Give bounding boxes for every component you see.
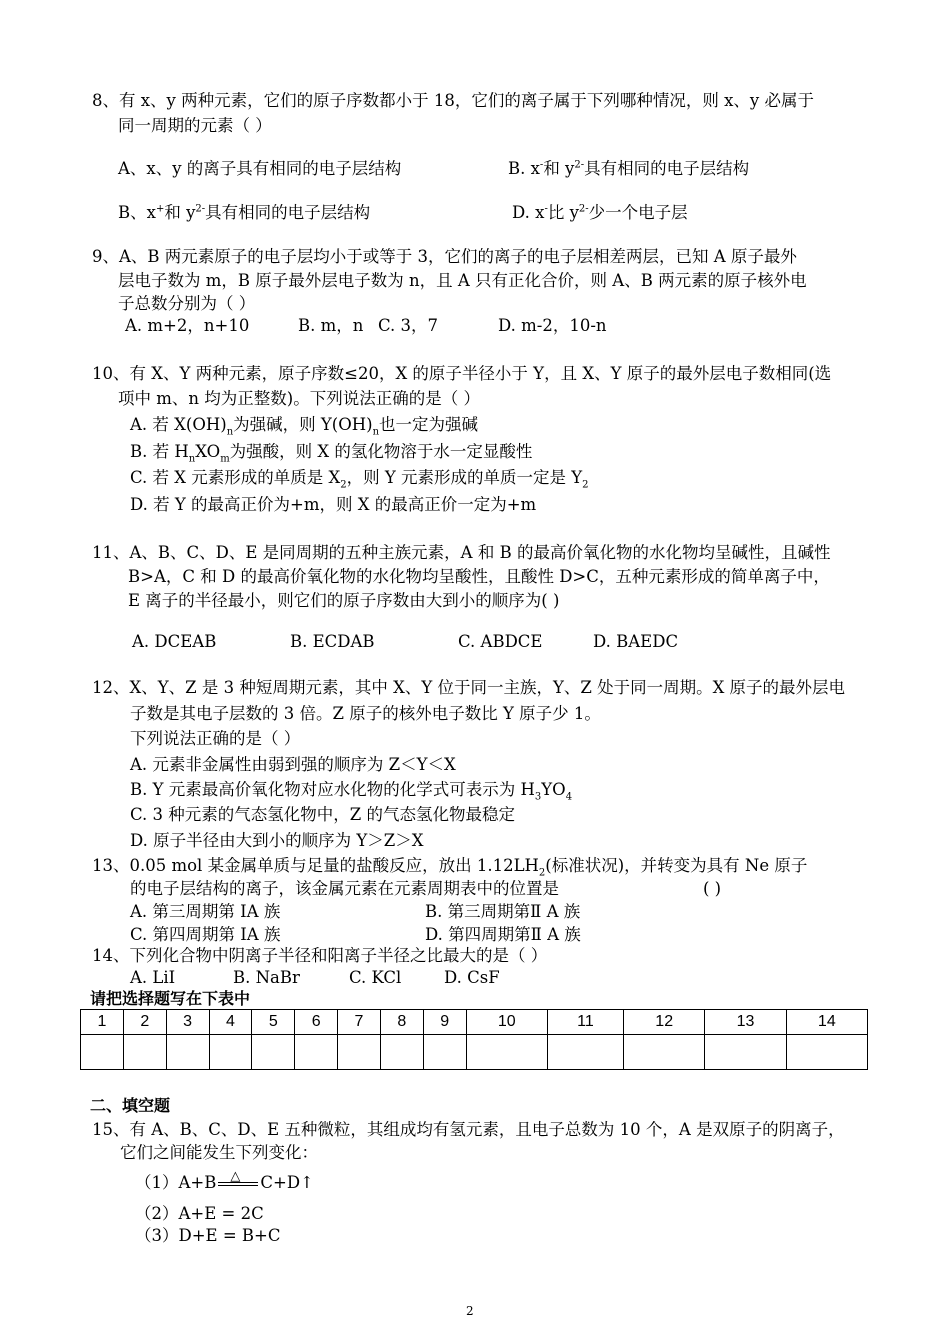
q8-stem-line2: 同一周期的元素（ ） (118, 116, 272, 135)
answer-table-title: 请把选择题写在下表中 (90, 989, 251, 1008)
q8-option-c: B、x+和 $y^{2-}$具有相同的电子层结构 (118, 203, 371, 222)
answer-cell[interactable] (338, 1035, 381, 1070)
q9-option-c: C. 3，7 (378, 316, 439, 335)
q9-stem-line1: 9、A、B 两元素原子的电子层均小于或等于 3，它们的离子的电子层相差两层，已知 A 原子最外 (92, 247, 797, 266)
answer-cell[interactable] (786, 1035, 867, 1070)
q15-stem-line1: 15、有 A、B、C、D、E 五种微粒，其组成均有氢元素，且电子总数为 10 个，A 是双原子的阴离子， (92, 1120, 845, 1139)
answer-cell[interactable] (705, 1035, 786, 1070)
q11-option-b: B. ECDAB (290, 632, 375, 651)
answer-cell[interactable] (624, 1035, 705, 1070)
q12-option-d: D. 原子半径由大到小的顺序为 Y＞Z＞X (130, 831, 424, 850)
q12-stem-line3: 下列说法正确的是（ ） (130, 729, 301, 748)
q9-option-d: D. m-2，10-n (498, 316, 607, 335)
q14-option-d: D. CsF (444, 968, 500, 987)
q14-option-c: C. KCl (349, 968, 402, 987)
q12-option-c: C. 3 种元素的气态氢化物中，Z 的气态氢化物最稳定 (130, 805, 515, 824)
q12-stem-line1: 12、X、Y、Z 是 3 种短周期元素，其中 X、Y 位于同一主族，Y、Z 处于同一周期。X 原子的最外层电 (92, 678, 846, 697)
q12-stem-line2: 子数是其电子层数的 3 倍。Z 原子的核外电子数比 Y 原子少 1。 (130, 704, 601, 723)
answer-header-cell: 5 (252, 1010, 295, 1035)
answer-header-cell: 4 (209, 1010, 252, 1035)
q8-option-a: A、x、y 的离子具有相同的电子层结构 (118, 159, 402, 178)
answer-table-header-row (81, 1010, 868, 1035)
answer-header-cell: 8 (380, 1010, 423, 1035)
q11-stem-line2: B>A，C 和 D 的最高价氧化物的水化物均呈酸性，且酸性 D>C，五种元素形成的简单离子中， (128, 567, 830, 586)
q8-stem-line1: 8、有 x、y 两种元素，它们的原子序数都小于 18，它们的离子属于下列哪种情况，则 x、y 必属于 (92, 91, 814, 110)
q12-option-b: B. Y 元素最高价氧化物对应水化物的化学式可表示为 $H_3YO_4$ (130, 780, 573, 803)
q8-option-b: B. x-和 $y^{2-}$具有相同的电子层结构 (508, 159, 750, 178)
q9-stem-line3: 子总数分别为（ ） (118, 294, 256, 313)
q15-equation-1: （1）A+B △ C+D↑ (135, 1169, 314, 1192)
q9-option-a: A. m+2，n+10 (125, 316, 250, 335)
q10-stem-line2: 项中 m、n 均为正整数)。下列说法正确的是（ ） (118, 389, 480, 408)
q13-option-b: B. 第三周期第Ⅱ A 族 (425, 902, 581, 921)
answer-header-cell: 9 (423, 1010, 466, 1035)
q9-stem-line2: 层电子数为 m，B 原子最外层电子数为 n，且 A 只有正化合价，则 A、B 两元素的原子核外电 (118, 271, 807, 290)
answer-header-cell: 2 (123, 1010, 166, 1035)
q12-option-a: A. 元素非金属性由弱到强的顺序为 Z＜Y＜X (130, 755, 456, 774)
answer-header-cell: 13 (705, 1010, 786, 1035)
q8-option-d: D. x-比 $y^{2-}$少一个电子层 (512, 203, 688, 222)
answer-table (80, 1009, 868, 1070)
q10-option-d: D. 若 Y 的最高正价为+m，则 X 的最高正价一定为+m (130, 495, 537, 514)
answer-cell[interactable] (81, 1035, 124, 1070)
answer-cell[interactable] (166, 1035, 209, 1070)
answer-cell[interactable] (209, 1035, 252, 1070)
q15-equation-2: （2）A+E = 2C (135, 1204, 264, 1223)
q10-option-c: C. 若 X 元素形成的单质是 $X_2$，则 Y 元素形成的单质一定是 $Y_2$ (130, 468, 589, 491)
answer-cell[interactable] (547, 1035, 623, 1070)
answer-cell[interactable] (423, 1035, 466, 1070)
answer-header-cell: 10 (466, 1010, 547, 1035)
heat-reaction-sign: △ (216, 1172, 260, 1194)
q15-stem-line2: 它们之间能发生下列变化： (120, 1143, 318, 1162)
answer-cell[interactable] (295, 1035, 338, 1070)
q13-stem-line2: 的电子层结构的离子，该金属元素在元素周期表中的位置是 (130, 879, 559, 898)
answer-cell[interactable] (123, 1035, 166, 1070)
q14-option-b: B. NaBr (233, 968, 300, 987)
q13-option-d: D. 第四周期第Ⅱ A 族 (425, 925, 581, 944)
q9-option-b: B. m，n (298, 316, 364, 335)
q10-option-a: A. 若 $X(OH)_n$为强碱，则 $Y(OH)_n$也一定为强碱 (130, 415, 479, 438)
answer-header-cell: 6 (295, 1010, 338, 1035)
answer-header-cell: 3 (166, 1010, 209, 1035)
page-number: 2 (466, 1304, 474, 1318)
q13-option-c: C. 第四周期第 IA 族 (130, 925, 281, 944)
q11-option-a: A. DCEAB (132, 632, 217, 651)
answer-table-input-row (81, 1035, 868, 1070)
answer-cell[interactable] (466, 1035, 547, 1070)
q10-stem-line1: 10、有 X、Y 两种元素，原子序数≤20，X 的原子半径小于 Y，且 X、Y 原子的最外层电子数相同(选 (92, 364, 832, 383)
answer-header-cell: 12 (624, 1010, 705, 1035)
q13-stem-line1: 13、0.05 mol 某金属单质与足量的盐酸反应，放出 $1.12LH_2$(标准状况)，并转变为具有 Ne 原子 (92, 856, 808, 879)
q11-stem-line1: 11、A、B、C、D、E 是同周期的五种主族元素，A 和 B 的最高价氧化物的水化物均呈碱性，且碱性 (92, 543, 831, 562)
q13-answer-blank: ( ) (703, 879, 722, 898)
q11-stem-line3: E 离子的半径最小，则它们的原子序数由大到小的顺序为( ) (128, 591, 560, 610)
answer-header-cell: 11 (547, 1010, 623, 1035)
q14-option-a: A. LiI (130, 968, 176, 987)
answer-cell[interactable] (252, 1035, 295, 1070)
q14-stem-line1: 14、下列化合物中阴离子半径和阳离子半径之比最大的是（ ） (92, 946, 548, 965)
q11-option-d: D. BAEDC (593, 632, 679, 651)
q11-option-c: C. ABDCE (458, 632, 543, 651)
answer-header-cell: 1 (81, 1010, 124, 1035)
answer-header-cell: 7 (338, 1010, 381, 1035)
answer-cell[interactable] (380, 1035, 423, 1070)
q13-option-a: A. 第三周期第 IA 族 (130, 902, 281, 921)
q10-option-b: B. 若 $H_nXO_m$为强酸，则 X 的氢化物溶于水一定显酸性 (130, 442, 533, 465)
answer-header-cell: 14 (786, 1010, 867, 1035)
section-2-title: 二、填空题 (90, 1096, 171, 1115)
q15-equation-3: （3）D+E = B+C (135, 1226, 281, 1245)
